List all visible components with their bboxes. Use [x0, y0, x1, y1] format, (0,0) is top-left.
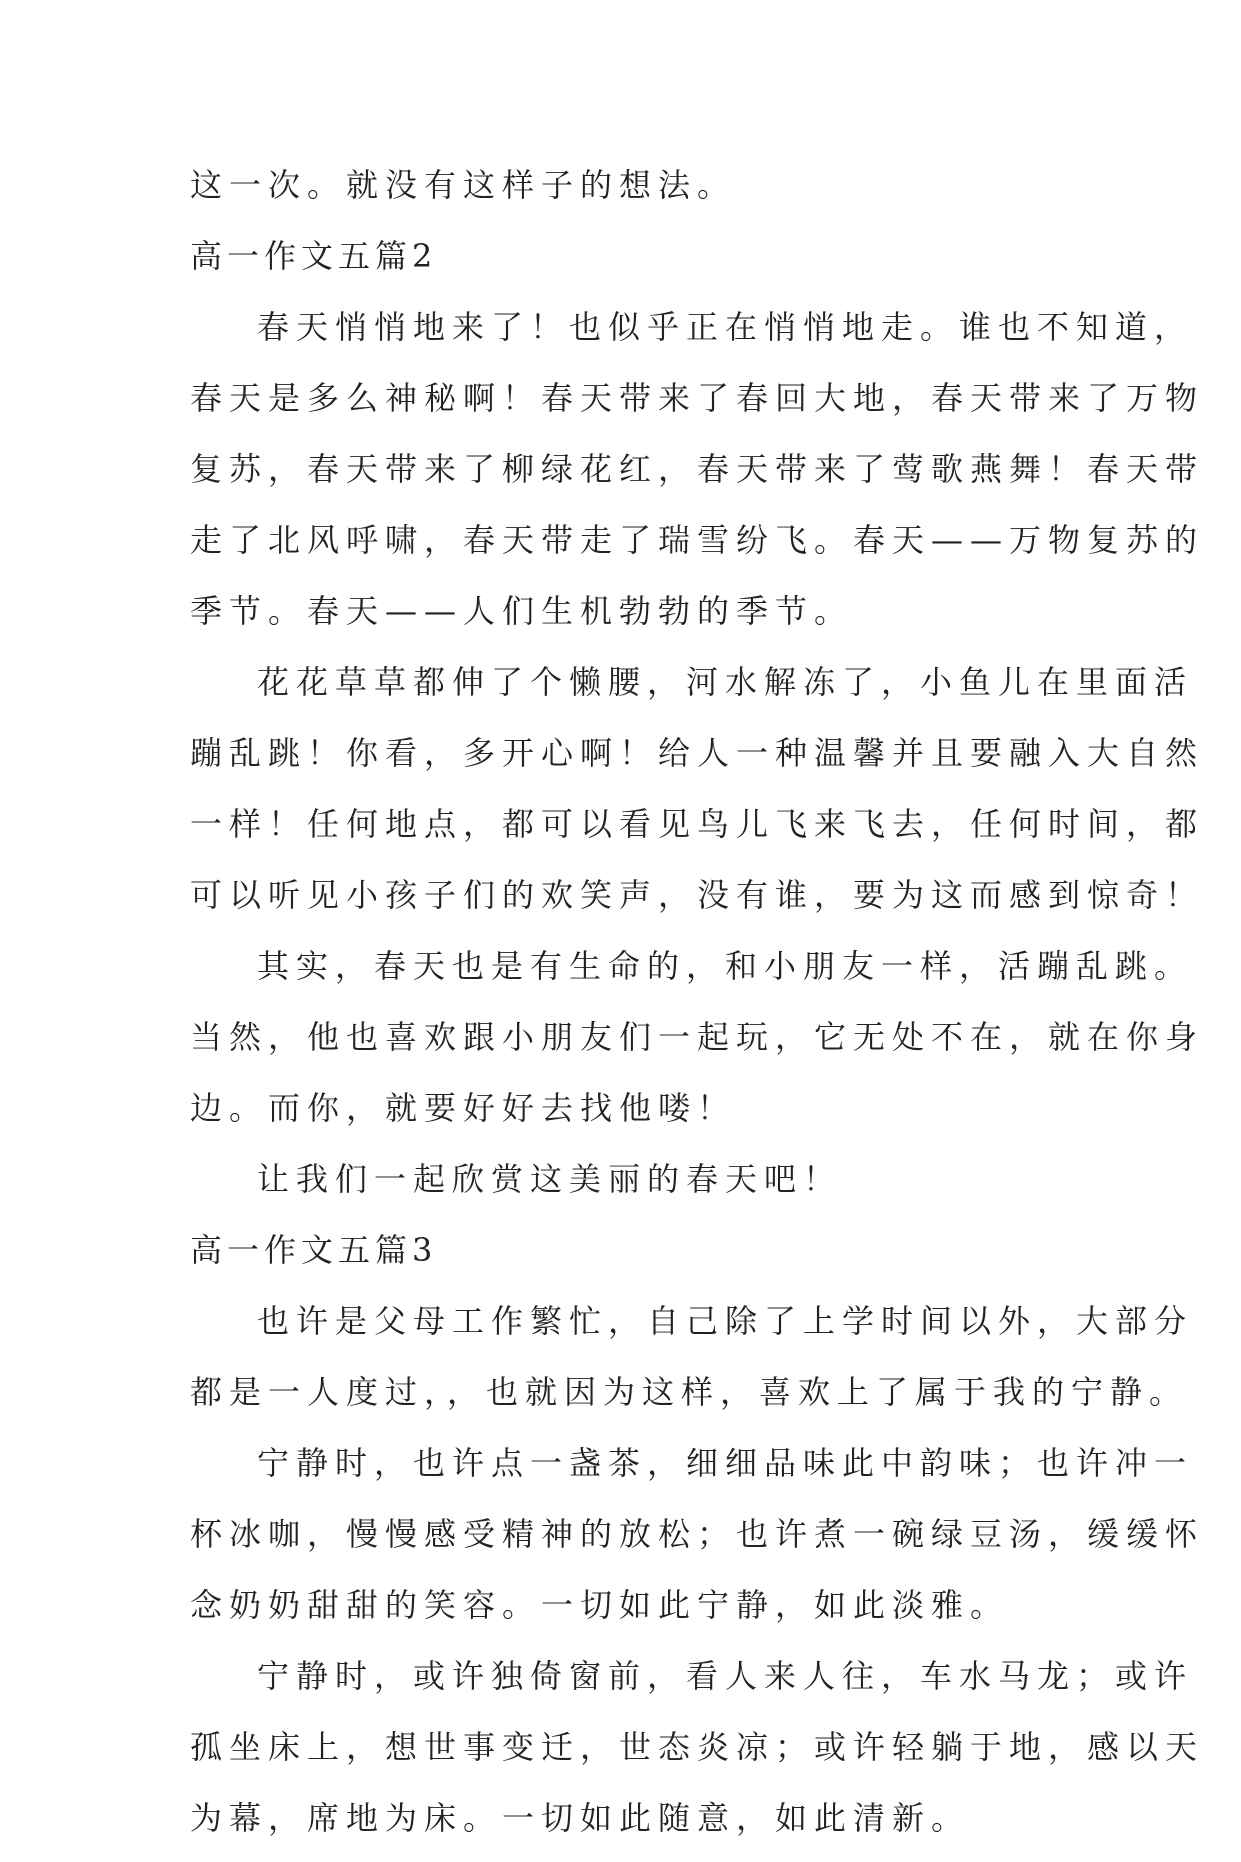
text-line: 蹦乱跳！你看，多开心啊！给人一种温馨并且要融入大自然	[190, 734, 1205, 772]
text-line: 季节。春天——人们生机勃勃的季节。	[190, 592, 854, 630]
text-line: 复苏，春天带来了柳绿花红，春天带来了莺歌燕舞！春天带	[190, 450, 1205, 488]
document-body	[190, 158, 1205, 1862]
text-line: 都是一人度过，，也就因为这样，喜欢上了属于我的宁静。	[190, 1373, 1189, 1411]
text-line: 当然，他也喜欢跟小朋友们一起玩，它无处不在，就在你身	[190, 1018, 1205, 1056]
text-line: 这一次。就没有这样子的想法。	[190, 166, 737, 204]
text-line: 孤坐床上，想世事变迁，世态炎凉；或许轻躺于地，感以天	[190, 1728, 1205, 1766]
paragraph-first-line: 让我们一起欣赏这美丽的春天吧！	[257, 1160, 843, 1198]
paragraph-first-line: 也许是父母工作繁忙，自己除了上学时间以外，大部分	[257, 1302, 1194, 1340]
paragraph-first-line: 花花草草都伸了个懒腰，河水解冻了，小鱼儿在里面活	[257, 663, 1194, 701]
paragraph-first-line: 宁静时，或许独倚窗前，看人来人往，车水马龙；或许	[257, 1657, 1194, 1695]
paragraph-first-line: 宁静时，也许点一盏茶，细细品味此中韵味；也许冲一	[257, 1444, 1194, 1482]
text-line: 杯冰咖，慢慢感受精神的放松；也许煮一碗绿豆汤，缓缓怀	[190, 1515, 1205, 1553]
section-heading: 高一作文五篇2	[190, 237, 438, 275]
text-line: 边。而你，就要好好去找他喽！	[190, 1089, 737, 1127]
paragraph-first-line: 春天悄悄地来了！也似乎正在悄悄地走。谁也不知道，	[257, 308, 1194, 346]
text-line: 春天是多么神秘啊！春天带来了春回大地，春天带来了万物	[190, 379, 1205, 417]
text-line: 念奶奶甜甜的笑容。一切如此宁静，如此淡雅。	[190, 1586, 1010, 1624]
text-line: 可以听见小孩子们的欢笑声，没有谁，要为这而感到惊奇！	[190, 876, 1205, 914]
section-heading: 高一作文五篇3	[190, 1231, 438, 1269]
text-line: 一样！任何地点，都可以看见鸟儿飞来飞去，任何时间，都	[190, 805, 1205, 843]
text-line: 走了北风呼啸，春天带走了瑞雪纷飞。春天——万物复苏的	[190, 521, 1205, 559]
paragraph-first-line: 其实，春天也是有生命的，和小朋友一样，活蹦乱跳。	[257, 947, 1194, 985]
text-line: 为幕，席地为床。一切如此随意，如此清新。	[190, 1799, 971, 1837]
